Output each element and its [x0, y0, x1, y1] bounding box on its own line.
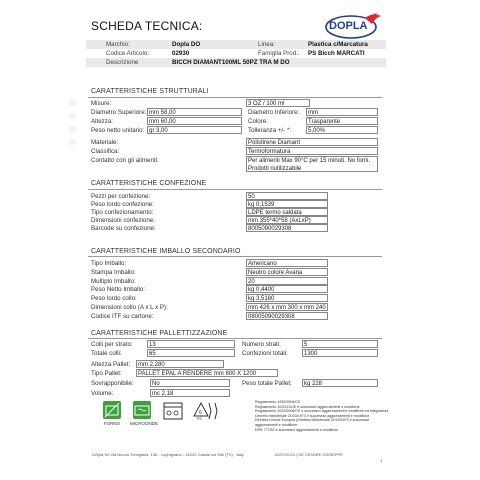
article-code-value: 02930	[172, 50, 190, 57]
imballo-field: kg 3,5180	[246, 294, 328, 302]
diam-inf-field: mm	[306, 108, 378, 116]
imballo-label: Multiplo Imballo:	[91, 277, 136, 285]
regulation-item: Regolamento 1935/2004/CE	[255, 400, 301, 404]
side-markers	[69, 100, 79, 150]
section-title-imballo: CARATTERISTICHE IMBALLO SECONDARIO	[91, 248, 241, 255]
regulation-item: DPR 777/82 e successivi aggiornamenti e modifiche	[255, 427, 339, 432]
imballo-field: Neutro colore Avana	[246, 268, 328, 276]
section-title-confezione: CARATTERISTICHE CONFEZIONE	[91, 180, 207, 187]
imballo-label: Dimensioni collo (A x L x P):	[91, 304, 168, 311]
misure-field: 3 OZ / 100 ml	[246, 99, 310, 107]
colore-label: Colore:	[248, 118, 268, 125]
page-number: 1	[380, 458, 383, 463]
diam-sup-label: Diametro Superiore:	[91, 109, 147, 116]
page-title: SCHEDA TECNICA:	[91, 19, 203, 33]
regulation-item: Regolamento 10/2011/UE e successivi aggiornamenti e modifiche	[255, 404, 360, 409]
description-label: Descrizione	[106, 59, 139, 66]
description-value: BICCH DIAMANT100ML 50PZ TRA M DO	[172, 59, 290, 66]
header-row-descrizione	[86, 58, 386, 67]
misure-label: Misure:	[91, 100, 112, 107]
section-title-strutturali: CARATTERISTICHE STRUTTURALI	[91, 88, 209, 95]
family-label: Famiglia Prod.:	[258, 50, 300, 57]
tolleranza-label: Tolleranza +/- *:	[248, 127, 292, 134]
totale-colli-field: 65	[147, 349, 235, 357]
microonde-label: MICROONDE	[130, 421, 158, 426]
imballo-field: mm 426 x mm 300 x mm 240	[246, 303, 328, 311]
classifica-label: Classifica:	[91, 148, 120, 155]
volume-label: Volume:	[91, 390, 114, 397]
line-label: Linea:	[258, 41, 275, 48]
confezione-label: Tipo confezionamento:	[91, 209, 154, 216]
footer-address: DOpla Srl Via Nuova Treviglana, 136 - Lughignano - 31032 Casale sul Sile (TV) - Italy	[92, 452, 244, 457]
altezza-pallet-field: mm 2.280	[136, 360, 224, 368]
confezione-label: Dimensioni confezione:	[91, 217, 155, 224]
contatto-field: Per alimenti Max 90°C per 15 minuti. No forni. Prodotti riutilizzabile	[246, 156, 378, 172]
materiale-field: Polistirene Diamant	[246, 138, 378, 146]
confezione-field: mm 355*40*58 (AxLxP)	[246, 216, 328, 224]
num-strati-field: 5	[302, 340, 378, 348]
article-code-label: Codice Articolo:	[106, 50, 149, 57]
imballo-field: 08005090029308	[246, 312, 328, 320]
footer-date: 02/07/2024 | DE CESARE GIUSEPPE	[274, 452, 343, 457]
imballo-label: Peso lordo collo:	[91, 295, 137, 303]
num-strati-label: Numero strati:	[242, 341, 281, 348]
confezione-field: LDPE termo saldata	[246, 208, 328, 216]
footer	[92, 452, 343, 457]
peso-field: gr 3,00	[147, 126, 242, 134]
brand-value: Dopla DO	[172, 41, 201, 48]
peso-totale-field: kg 228	[302, 379, 378, 387]
diam-inf-label: Diametro Inferiore:	[248, 109, 300, 116]
imballo-field: 20	[246, 277, 328, 285]
tipo-pallet-label: Tipo Pallet:	[91, 370, 122, 377]
brand-logo	[325, 12, 383, 40]
imballo-label: Peso Netto Imballo:	[91, 286, 145, 294]
regulation-item: Regolamento 2023/2006/CE e successivi aggiornamenti e modifiche ed integrazioni	[255, 409, 389, 414]
peso-totale-label: Peso totale Pallet:	[242, 380, 292, 387]
diam-sup-field: mm 58,00	[147, 108, 242, 116]
regulations-list	[255, 400, 390, 432]
food-contact-icon	[206, 401, 220, 423]
svg-text:PS: PS	[197, 417, 202, 421]
header-row-marchio	[86, 40, 386, 49]
confezione-field: 8005090029308	[246, 224, 328, 232]
confezione-label: Barcode su confezione:	[91, 225, 156, 232]
brand-label: Marchio:	[106, 41, 130, 48]
tolleranza-field: 5,00%	[306, 126, 378, 134]
colore-field: Trasparente	[306, 117, 378, 125]
line-value: Plastica c/Marcatura	[308, 41, 368, 48]
regulation-item: Direttiva Unione Europea (Direttiva Ministeriale 21/03/1973 e successivi aggiornamenti e modifiche	[255, 418, 370, 427]
header-row-codice	[86, 49, 386, 58]
classifica-field: Termoformatura	[246, 147, 378, 155]
lavastoviglie-icon	[162, 401, 184, 423]
divider	[88, 97, 382, 98]
confezione-label: Pezzi per confezione:	[91, 193, 151, 200]
confezione-label: Peso lordo confezione:	[91, 201, 154, 208]
divider	[88, 189, 382, 190]
confezione-field: 50	[246, 192, 328, 200]
divider	[88, 338, 382, 339]
confezione-field: kg 0,1539	[246, 200, 328, 208]
conf-totali-field: 1300	[302, 349, 378, 357]
colli-strato-field: 13	[147, 340, 235, 348]
materiale-label: Materiale:	[91, 139, 119, 146]
contatto-label: Contatto con gli alimenti:	[91, 157, 159, 164]
sovrapponibile-label: Sovrapponibile:	[91, 380, 134, 387]
imballo-field: Americano	[246, 259, 328, 267]
section-title-pallet: CARATTERISTICHE PALLETTIZZAZIONE	[91, 330, 228, 337]
forno-label: FORNO	[103, 421, 121, 426]
altezza-label: Altezza:	[91, 118, 114, 125]
imballo-label: Codice ITF su cartone:	[91, 312, 154, 320]
volume-field: mc 2,18	[150, 389, 230, 397]
microonde-icon	[130, 400, 158, 428]
imballo-label: Stampa Imballo:	[91, 268, 136, 276]
logo-text: DOPLA	[329, 20, 368, 32]
totale-colli-label: Totale colli:	[91, 350, 122, 357]
imballo-label: Tipo Imballo:	[91, 260, 127, 267]
forno-icon	[102, 400, 122, 428]
imballo-field: kg 0,4400	[246, 285, 328, 293]
altezza-field: mm 60,00	[147, 117, 242, 125]
conf-totali-label: Confezioni totali:	[242, 350, 288, 357]
svg-text:6: 6	[199, 410, 202, 416]
divider	[88, 256, 382, 257]
colli-strato-label: Colli per strato:	[91, 341, 133, 348]
family-value: PS Bicch MARCATI	[308, 50, 365, 57]
peso-label: Peso netto unitario:	[91, 127, 145, 134]
altezza-pallet-label: Altezza Pallet:	[91, 361, 131, 368]
sovrapponibile-field: No	[150, 379, 230, 387]
tipo-pallet-field: PALLET EPAL A RENDERE mm 800 X 1200	[136, 369, 278, 377]
regulation-item: Decreto ministeriale 21/03/1973 e successivi aggiornamenti e modifiche	[255, 413, 370, 418]
